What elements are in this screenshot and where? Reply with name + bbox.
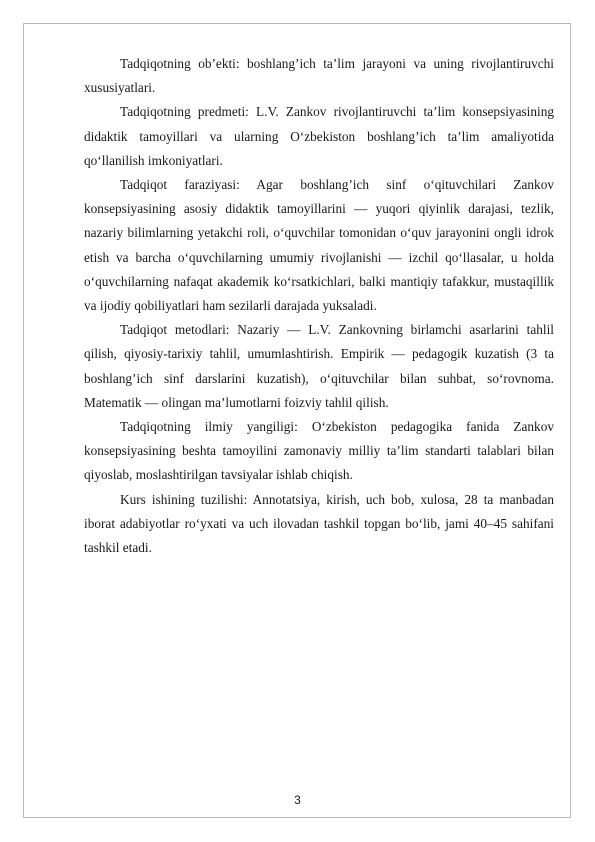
paragraph-hypothesis: Tadqiqot faraziyasi: Agar boshlang’ich sinf o‘qituvchilari Zankov konsepsiyasining asosiy didaktik tamoyillarini — yuqori qiyinlik darajasi, tezlik, nazariy bilimlarning yetakchi roli, o‘quvchilar tomonidan o‘quv jarayonini ongli idrok etish va barcha o‘quvchilarning umumiy rivojlanishi — izchil qo‘llasalar, u holda o‘quvchilarning nafaqat akademik ko‘rsatkichlari, balki mantiqiy tafakkur, mustaqillik va ijodiy qobiliyatlari ham sezilarli darajada yuksaladi.: [84, 177, 554, 314]
paragraph-structure: Kurs ishining tuzilishi: Annotatsiya, kirish, uch bob, xulosa, 28 ta manbadan iborat adabiyotlar ro‘yxati va uch ilovadan tashkil topgan bo‘lib, jami 40–45 sahifani tashkil etadi.: [84, 491, 554, 556]
paragraph-subject: Tadqiqotning predmeti: L.V. Zankov rivojlantiruvchi ta’lim konsepsiyasining didaktik tamoyillari va ularning O‘zbekiston boshlang’ich ta’lim amaliyotida qo‘llanilish imkoniyatlari.: [84, 104, 554, 168]
paragraph-novelty: Tadqiqotning ilmiy yangiligi: O‘zbekiston pedagogika fanida Zankov konsepsiyasining beshta tamoyilini zamonaviy milliy ta’lim standarti talablari bilan qiyoslab, moslashtirilgan tavsiyalar ishlab chiqish.: [84, 419, 554, 483]
page-number: 3: [294, 793, 301, 807]
paragraph-methods: Tadqiqot metodlari: Nazariy — L.V. Zankovning birlamchi asarlarini tahlil qilish, qiyosiy-tarixiy tahlil, umumlashtirish. Empirik — pedagogik kuzatish (3 ta boshlang’ich sinf darslarini kuzatish), o‘qituvchilar bilan suhbat, so‘rovnoma. Matematik — olingan ma’lumotlarni foizviy tahlil qilish.: [84, 322, 554, 410]
paragraph-object: Tadqiqotning ob’ekti: boshlang’ich ta’lim jarayoni va uning rivojlantiruvchi xususiyatlari.: [84, 56, 554, 96]
document-body: [84, 52, 554, 560]
